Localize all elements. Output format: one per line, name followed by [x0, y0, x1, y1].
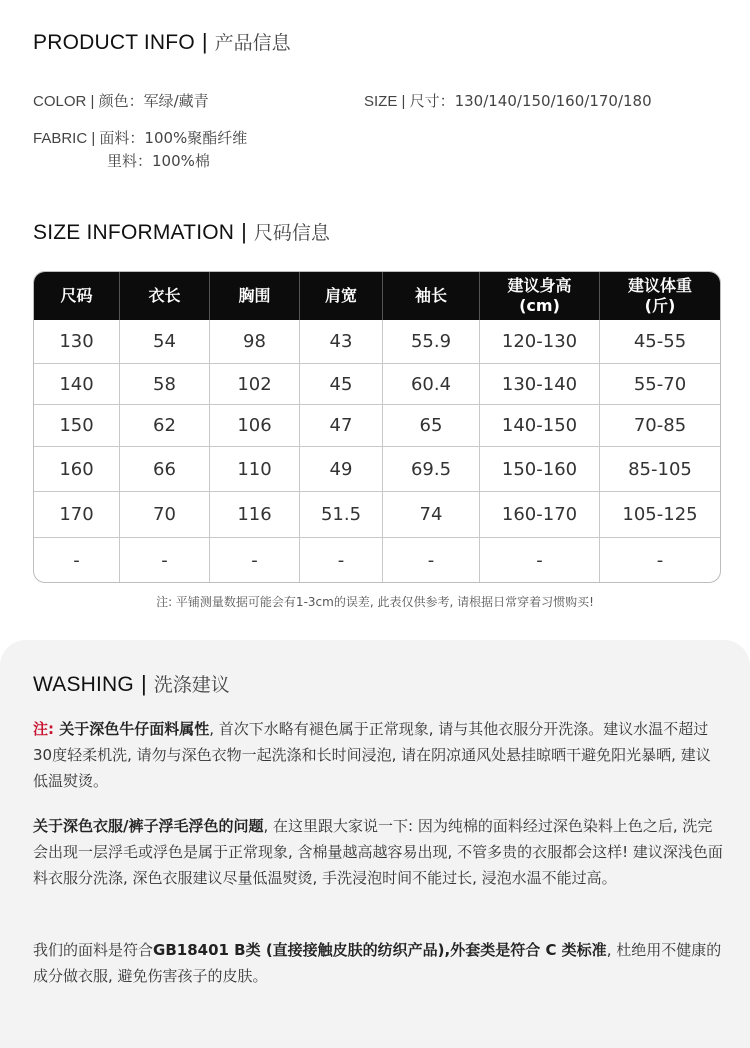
table-cell: 69.5 — [383, 446, 480, 491]
table-cell: 60.4 — [383, 363, 480, 404]
header-height-label: 建议身高 — [507, 276, 572, 295]
washing-title — [33, 670, 230, 697]
table-header-row — [34, 272, 720, 320]
table-cell: 110 — [210, 446, 300, 491]
table-cell: 102 — [210, 363, 300, 404]
table-cell: - — [300, 537, 383, 582]
size-info-title — [33, 218, 330, 245]
title-separator: | — [201, 29, 208, 54]
size-info-title-cn: 尺码信息 — [253, 222, 330, 244]
table-cell: 130-140 — [480, 363, 600, 404]
table-cell: 116 — [210, 491, 300, 537]
product-info-title — [33, 28, 291, 55]
washing-title-en: WASHING — [33, 673, 134, 696]
color-label: COLOR | — [33, 93, 99, 110]
table-cell: 62 — [120, 404, 210, 446]
size-value: 尺寸：130/140/150/160/170/180 — [409, 92, 652, 110]
table-cell: 49 — [300, 446, 383, 491]
header-weight — [600, 272, 720, 320]
header-shoulder: 肩宽 — [300, 272, 383, 320]
header-length: 衣长 — [120, 272, 210, 320]
product-info-title-cn: 产品信息 — [214, 32, 291, 54]
table-cell: 120-130 — [480, 320, 600, 363]
standard-bold: GB18401 B类 (直接接触皮肤的纺织产品),外套类是符合 C 类标准 — [153, 941, 607, 959]
lining-value: 里料：100%棉 — [107, 152, 210, 170]
table-cell: 66 — [120, 446, 210, 491]
product-info-title-en: PRODUCT INFO — [33, 31, 195, 54]
table-row — [34, 491, 720, 537]
table-cell: 106 — [210, 404, 300, 446]
color-info — [33, 90, 209, 111]
table-cell: 98 — [210, 320, 300, 363]
table-cell: 130 — [34, 320, 120, 363]
table-cell: 160-170 — [480, 491, 600, 537]
header-size: 尺码 — [34, 272, 120, 320]
table-cell: 150 — [34, 404, 120, 446]
table-cell: 58 — [120, 363, 210, 404]
title-separator: | — [140, 671, 147, 696]
table-cell: 54 — [120, 320, 210, 363]
table-row — [34, 363, 720, 404]
standard-text-b: , 杜绝用不健康的成分做衣服, 避免伤害孩子的皮肤。 — [33, 941, 722, 985]
table-cell: 55-70 — [600, 363, 720, 404]
table-cell: 150-160 — [480, 446, 600, 491]
fabric-info — [33, 127, 247, 148]
table-cell: 140-150 — [480, 404, 600, 446]
header-height — [480, 272, 600, 320]
washing-title-cn: 洗涤建议 — [153, 674, 230, 696]
note-prefix: 注: — [33, 720, 54, 738]
lint-heading: 关于深色衣服/裤子浮毛浮色的问题 — [33, 817, 264, 835]
table-row — [34, 446, 720, 491]
table-cell: 70 — [120, 491, 210, 537]
header-weight-label: 建议体重 — [627, 276, 692, 295]
title-separator: | — [241, 219, 247, 244]
size-info — [364, 90, 652, 111]
size-info-title-en: SIZE INFORMATION — [33, 221, 235, 244]
header-height-unit: (cm) — [519, 296, 560, 315]
table-cell: 170 — [34, 491, 120, 537]
table-cell: 74 — [383, 491, 480, 537]
table-cell: 70-85 — [600, 404, 720, 446]
washing-paragraph-2 — [33, 813, 723, 891]
header-chest: 胸围 — [210, 272, 300, 320]
table-cell: - — [480, 537, 600, 582]
table-row — [34, 320, 720, 363]
denim-text: , 首次下水略有褪色属于正常现象, 请与其他衣服分开洗涤。建议水温不超过30度轻柔机洗, 请勿与深色衣物一起洗涤和长时间浸泡, 请在阴凉通风处悬挂晾晒干避免阳光暴晒, 建议低温熨烫。 — [33, 720, 711, 790]
header-weight-unit: (斤) — [644, 296, 676, 315]
table-cell: 45-55 — [633, 331, 687, 352]
table-cell: 140 — [34, 363, 120, 404]
size-table — [33, 271, 721, 583]
fabric-label: FABRIC | — [33, 130, 100, 147]
size-label: SIZE | — [364, 93, 410, 110]
washing-paragraph-1 — [33, 716, 723, 794]
table-row — [34, 404, 720, 446]
table-cell: 45 — [300, 363, 383, 404]
color-value: 颜色：军绿/藏青 — [98, 92, 209, 110]
lining-info — [107, 150, 210, 171]
lint-text: , 在这里跟大家说一下: 因为纯棉的面料经过深色染料上色之后, 洗完会出现一层浮毛或浮色是属于正常现象, 含棉量越高越容易出现, 不管多贵的衣服都会这样! 建议深浅色面料衣服分洗涤, 深色衣服建议尽量低温熨烫, 手洗浸泡时间不能过长, 浸泡水温不能过高。 — [33, 817, 723, 887]
table-cell: - — [600, 537, 720, 582]
table-cell: 85-105 — [600, 446, 720, 491]
table-cell: 65 — [383, 404, 480, 446]
fabric-value: 面料：100%聚酯纤维 — [99, 129, 248, 147]
table-cell: 43 — [300, 320, 383, 363]
washing-paragraph-3 — [33, 937, 723, 989]
measurement-note: 注: 平铺测量数据可能会有1-3cm的误差, 此表仅供参考, 请根据日常穿着习惯购买! — [156, 595, 594, 609]
table-cell: - — [210, 537, 300, 582]
table-cell: - — [383, 537, 480, 582]
table-cell: - — [120, 537, 210, 582]
header-sleeve: 袖长 — [383, 272, 480, 320]
table-cell: 47 — [300, 404, 383, 446]
table-row — [34, 537, 720, 582]
denim-heading: 关于深色牛仔面料属性 — [54, 720, 210, 738]
table-cell: - — [34, 537, 120, 582]
table-cell: 51.5 — [300, 491, 383, 537]
table-cell: 160 — [34, 446, 120, 491]
table-cell: 105-125 — [600, 491, 720, 537]
standard-text-a: 我们的面料是符合 — [33, 941, 154, 959]
table-cell: 55.9 — [383, 320, 480, 363]
